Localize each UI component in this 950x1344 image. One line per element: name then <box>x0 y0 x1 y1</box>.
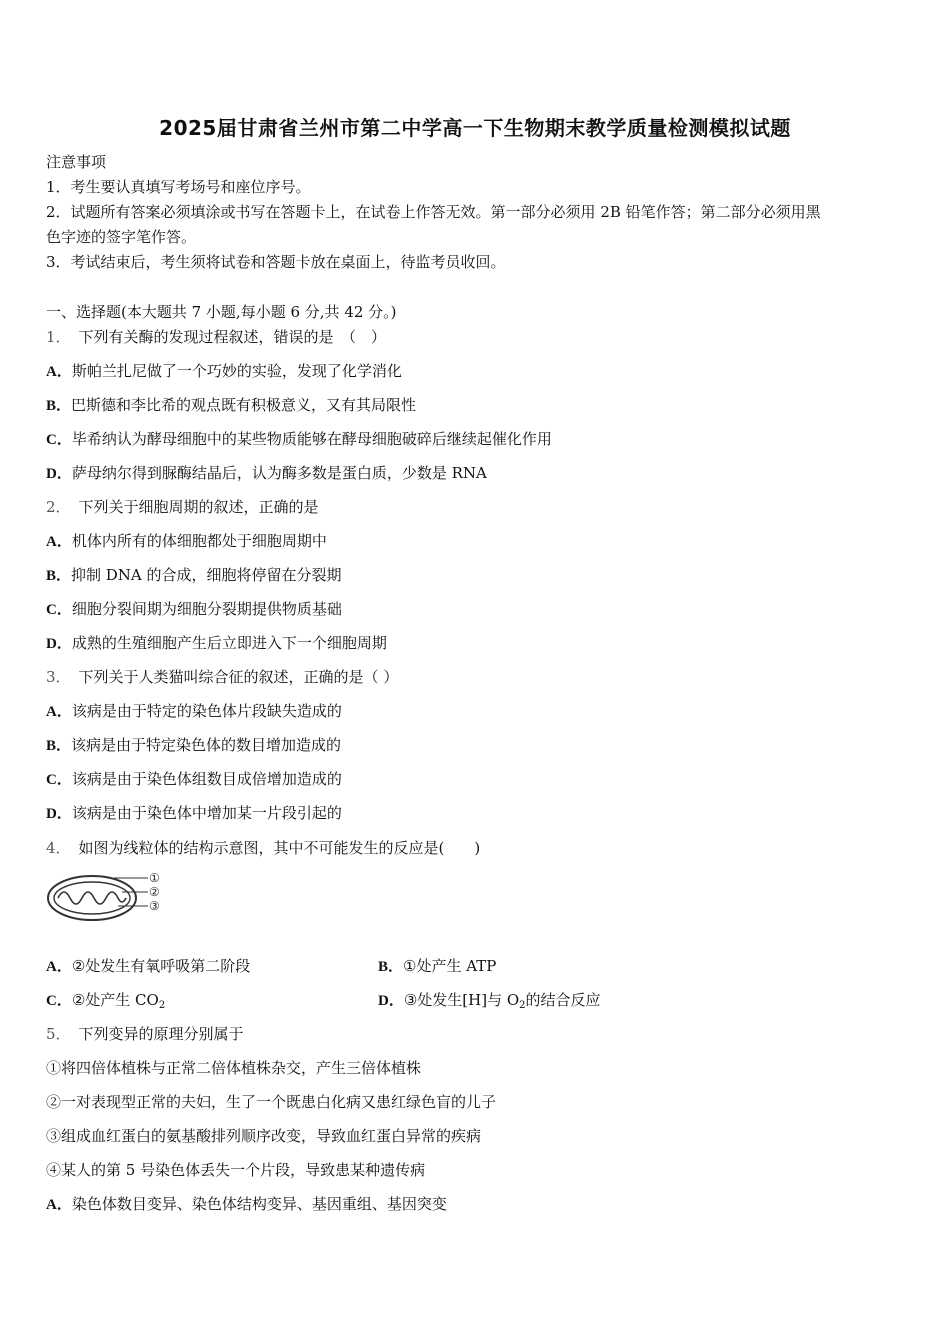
q4-option-a[interactable] <box>46 956 250 977</box>
option-label: A． <box>46 534 72 550</box>
question-number: 2． <box>46 498 71 516</box>
q4-option-d[interactable] <box>378 990 601 1016</box>
option-text-tail: 的结合反应 <box>525 991 601 1009</box>
page-title: 2025届甘肃省兰州市第二中学高一下生物期末教学质量检测模拟试题 <box>159 116 791 140</box>
option-label: B． <box>378 959 404 975</box>
q3-option-d[interactable] <box>46 803 342 824</box>
q1-option-a[interactable] <box>46 361 402 382</box>
question-stem: 如图为线粒体的结构示意图，其中不可能发生的反应是( ) <box>78 839 481 857</box>
question-2 <box>46 497 319 517</box>
q1-option-d[interactable] <box>46 463 487 484</box>
notice-item-2-cont: 色字迹的签字笔作答。 <box>46 228 197 246</box>
option-text: 该病是由于染色体中增加某一片段引起的 <box>71 804 342 822</box>
option-text: 机体内所有的体细胞都处于细胞周期中 <box>71 532 327 550</box>
notice-heading: 注意事项 <box>46 153 107 171</box>
q1-option-b[interactable] <box>46 395 416 416</box>
option-text: 该病是由于特定的染色体片段缺失造成的 <box>71 702 342 720</box>
subscript: 2 <box>158 1000 166 1011</box>
notice-item-3: 3．考试结束后，考生须将试卷和答题卡放在桌面上，待监考员收回。 <box>46 253 506 271</box>
question-stem: 下列关于人类猫叫综合征的叙述，正确的是（ ） <box>78 668 399 686</box>
question-5 <box>46 1024 244 1044</box>
option-label: A． <box>46 704 72 720</box>
option-text: 巴斯德和李比希的观点既有积极意义，又有其局限性 <box>71 396 417 414</box>
q2-option-b[interactable] <box>46 565 342 586</box>
option-text: 细胞分裂间期为细胞分裂期提供物质基础 <box>71 600 342 618</box>
option-label: C． <box>46 993 72 1009</box>
option-text: ②处发生有氧呼吸第二阶段 <box>71 957 251 975</box>
figure-label-3: ③ <box>149 899 160 913</box>
option-label: D． <box>46 466 72 482</box>
option-text: 该病是由于特定染色体的数目增加造成的 <box>71 736 342 754</box>
option-text: ①处产生 ATP <box>403 957 497 975</box>
question-number: 5． <box>46 1025 71 1043</box>
q5-item-4: ④某人的第 5 号染色体丢失一个片段，导致患某种遗传病 <box>46 1161 426 1179</box>
subscript: 2 <box>519 1000 526 1011</box>
cristae <box>58 892 126 904</box>
option-label: C． <box>46 602 72 618</box>
option-label: A． <box>46 364 72 380</box>
question-stem: 下列变异的原理分别属于 <box>78 1025 244 1043</box>
figure-label-1: ① <box>149 871 160 885</box>
option-text: 成熟的生殖细胞产生后立即进入下一个细胞周期 <box>71 634 387 652</box>
option-text: ②处产生 CO <box>71 991 159 1009</box>
option-label: A． <box>46 959 72 975</box>
question-number: 4． <box>46 839 71 857</box>
question-1 <box>46 327 386 347</box>
q5-item-2: ②一对表现型正常的夫妇，生了一个既患白化病又患红绿色盲的儿子 <box>46 1093 497 1111</box>
q2-option-d[interactable] <box>46 633 387 654</box>
option-label: D． <box>46 636 72 652</box>
option-text: 斯帕兰扎尼做了一个巧妙的实验，发现了化学消化 <box>71 362 402 380</box>
option-text: 萨母纳尔得到脲酶结晶后，认为酶多数是蛋白质，少数是 RNA <box>71 464 487 482</box>
option-label: D． <box>46 806 72 822</box>
q3-option-c[interactable] <box>46 769 342 790</box>
option-label: C． <box>46 432 72 448</box>
q2-option-c[interactable] <box>46 599 342 620</box>
option-text: 该病是由于染色体组数目成倍增加造成的 <box>71 770 342 788</box>
question-stem: 下列有关酶的发现过程叙述，错误的是 （ ） <box>78 328 387 346</box>
option-label: B． <box>46 568 72 584</box>
question-stem: 下列关于细胞周期的叙述，正确的是 <box>78 498 319 516</box>
q4-option-c[interactable] <box>46 990 165 1016</box>
question-3 <box>46 667 398 687</box>
q1-option-c[interactable] <box>46 429 552 450</box>
option-label: B． <box>46 398 72 414</box>
mitochondrion-diagram <box>44 868 169 926</box>
notice-item-1: 1．考生要认真填写考场号和座位序号。 <box>46 178 311 196</box>
option-text: 染色体数目变异、染色体结构变异、基因重组、基因突变 <box>71 1195 447 1213</box>
section-heading: 一、选择题(本大题共 7 小题,每小题 6 分,共 42 分。) <box>46 303 397 321</box>
q5-item-1: ①将四倍体植株与正常二倍体植株杂交，产生三倍体植株 <box>46 1059 422 1077</box>
option-text: ③处发生[H]与 O <box>403 991 520 1009</box>
question-number: 3． <box>46 668 71 686</box>
notice-item-2: 2．试题所有答案必须填涂或书写在答题卡上，在试卷上作答无效。第一部分必须用 2B 铅笔作答；第二部分必须用黑 <box>46 203 821 221</box>
option-text: 抑制 DNA 的合成，细胞将停留在分裂期 <box>71 566 342 584</box>
question-number: 1． <box>46 328 71 346</box>
q2-option-a[interactable] <box>46 531 327 552</box>
option-label: D． <box>378 993 404 1009</box>
q5-item-3: ③组成血红蛋白的氨基酸排列顺序改变，导致血红蛋白异常的疾病 <box>46 1127 482 1145</box>
option-label: A． <box>46 1197 72 1213</box>
q3-option-b[interactable] <box>46 735 341 756</box>
q4-option-b[interactable] <box>378 956 496 977</box>
option-label: B． <box>46 738 72 754</box>
question-4 <box>46 838 480 858</box>
figure-label-2: ② <box>149 885 160 899</box>
q3-option-a[interactable] <box>46 701 342 722</box>
option-text: 毕希纳认为酵母细胞中的某些物质能够在酵母细胞破碎后继续起催化作用 <box>71 430 552 448</box>
option-label: C． <box>46 772 72 788</box>
q5-option-a[interactable] <box>46 1194 447 1215</box>
